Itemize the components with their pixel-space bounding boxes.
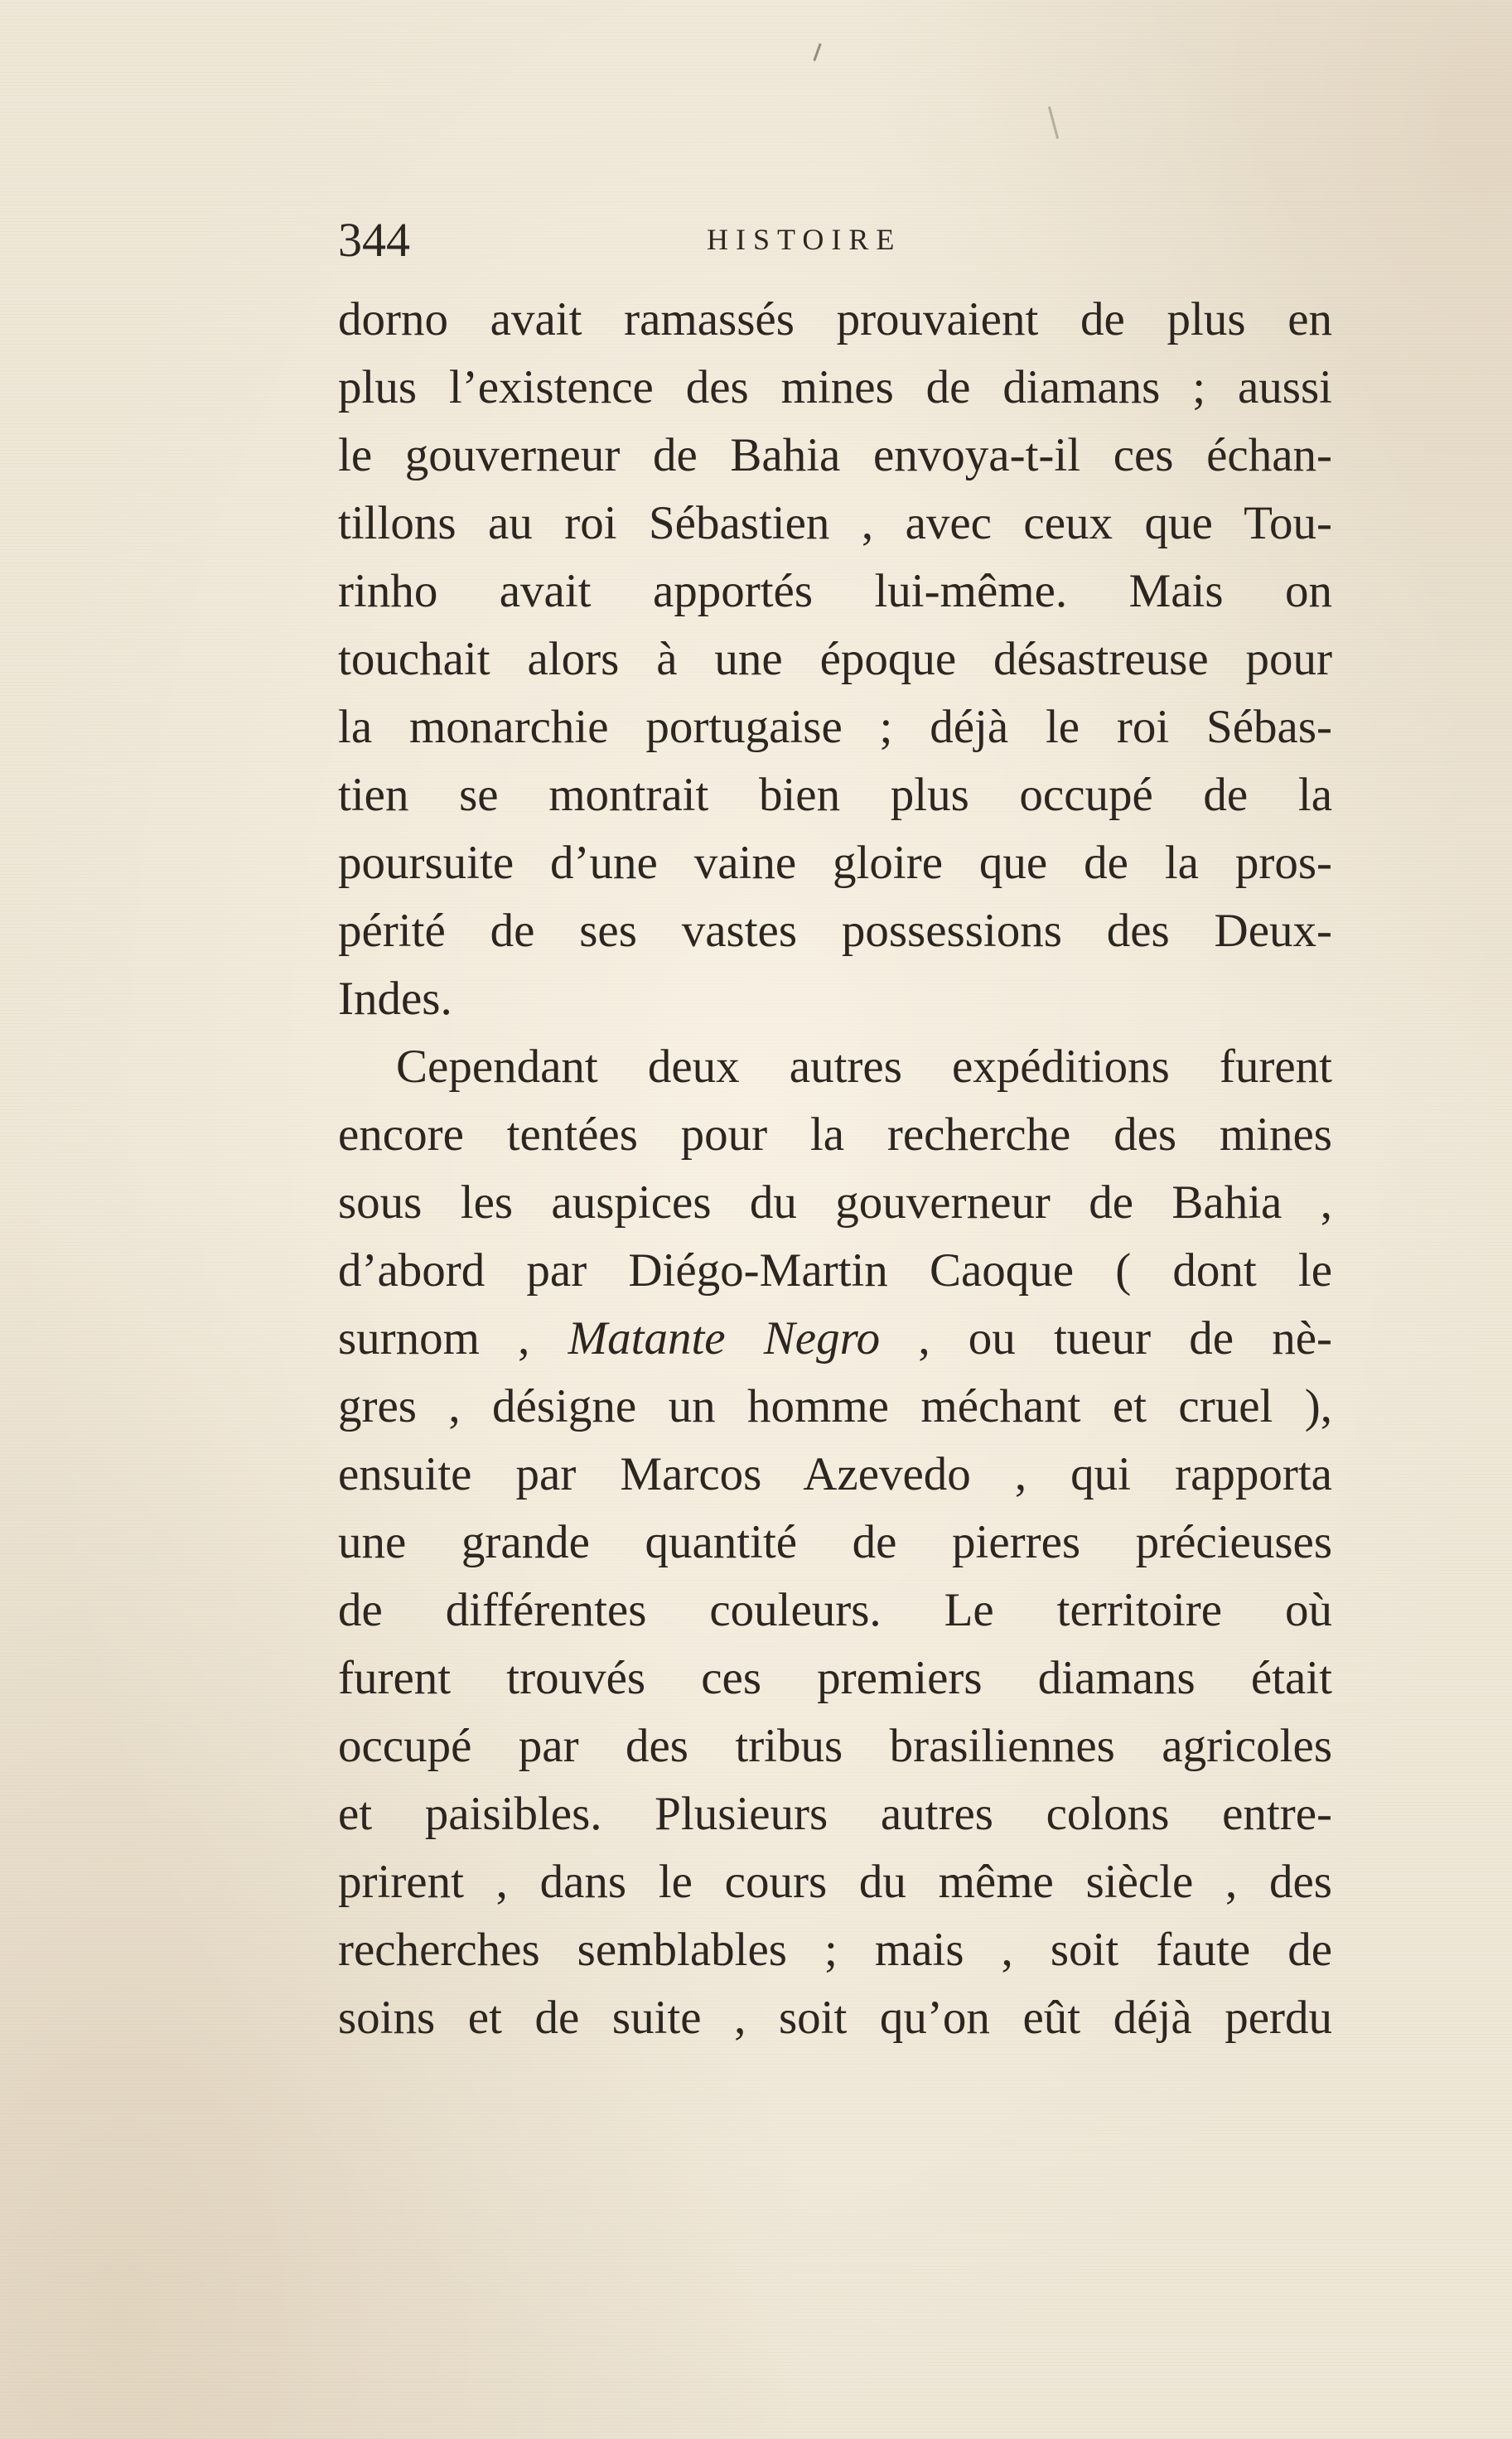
text-line: plus l’existence des mines de diamans ; aussi: [338, 361, 1332, 413]
running-title: HISTOIRE: [707, 223, 902, 256]
stray-mark: [813, 43, 821, 61]
stray-mark: [1048, 106, 1059, 138]
text-line: encore tentées pour la recherche des mines: [338, 1108, 1332, 1161]
text-line: d’abord par Diégo-Martin Caoque ( dont le: [338, 1244, 1332, 1297]
text-line: occupé par des tribus brasiliennes agricoles: [338, 1720, 1332, 1772]
text-line: Indes.: [338, 973, 452, 1025]
text-segment: surnom ,: [338, 1312, 568, 1364]
text-line: dorno avait ramassés prouvaient de plus en: [338, 293, 1332, 345]
text-line: une grande quantité de pierres précieuses: [338, 1516, 1332, 1568]
page-number: 344: [338, 213, 410, 267]
text-line: prirent , dans le cours du même siècle , des: [338, 1856, 1332, 1908]
text-segment: , ou tueur de nè-: [880, 1312, 1333, 1364]
text-line: la monarchie portugaise ; déjà le roi Sébas-: [338, 701, 1332, 753]
text-line: de différentes couleurs. Le territoire où: [338, 1584, 1332, 1636]
text-line: périté de ses vastes possessions des Deux-: [338, 905, 1332, 957]
text-line: le gouverneur de Bahia envoya-t-il ces échan-: [338, 429, 1332, 481]
text-line: poursuite d’une vaine gloire que de la pros-: [338, 837, 1332, 889]
text-line: gres , désigne un homme méchant et cruel ),: [338, 1380, 1332, 1432]
text-line: ensuite par Marcos Azevedo , qui rapporta: [338, 1448, 1332, 1500]
text-line: Cependant deux autres expéditions furent: [396, 1041, 1332, 1093]
text-line: tien se montrait bien plus occupé de la: [338, 769, 1332, 821]
italic-name: Matante Negro: [568, 1312, 881, 1364]
body-text: [338, 286, 1332, 2052]
text-line: et paisibles. Plusieurs autres colons entre-: [338, 1788, 1332, 1840]
text-line: sous les auspices du gouverneur de Bahia ,: [338, 1176, 1332, 1229]
text-line: soins et de suite , soit qu’on eût déjà perdu: [338, 1992, 1332, 2044]
text-line: furent trouvés ces premiers diamans était: [338, 1652, 1332, 1704]
text-line: tillons au roi Sébastien , avec ceux que Tou-: [338, 497, 1332, 549]
text-line: touchait alors à une époque désastreuse pour: [338, 633, 1332, 685]
text-line: recherches semblables ; mais , soit faute de: [338, 1924, 1332, 1976]
text-line: rinho avait apportés lui-même. Mais on: [338, 565, 1332, 617]
text-line: [338, 1305, 1332, 1373]
running-head: [338, 207, 1328, 273]
